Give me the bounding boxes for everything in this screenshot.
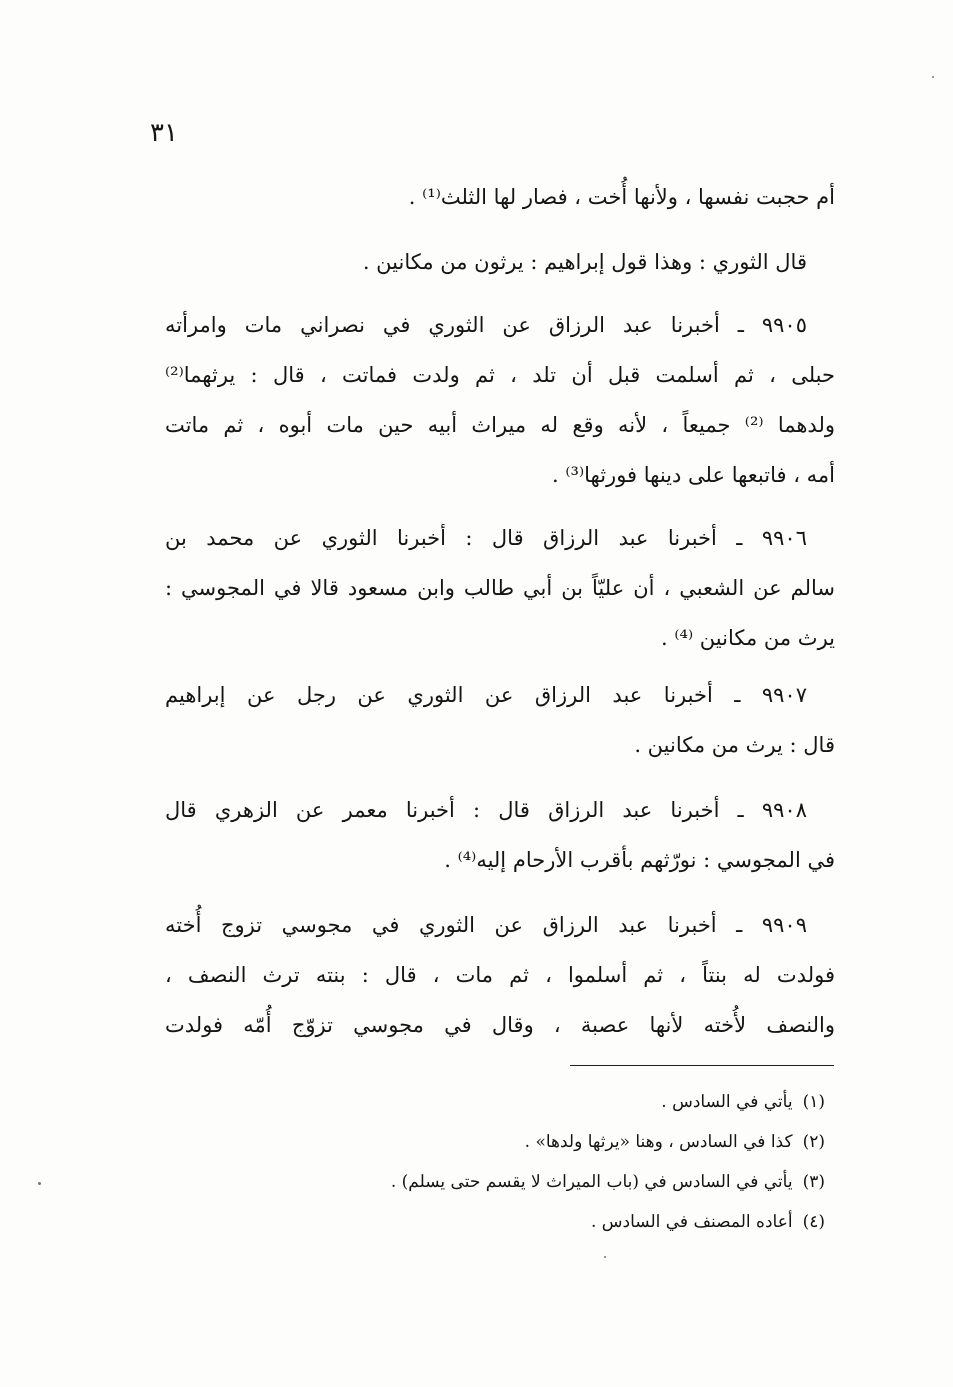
text-line: حبلى ، ثم أسلمت قبل أن تلد ، ثم ولدت فماتت ، قال : يرثهما⁽²⁾ bbox=[165, 363, 836, 387]
footnote-separator bbox=[570, 1065, 834, 1066]
text-line: يرث من مكانين ⁽⁴⁾ . bbox=[661, 626, 835, 650]
text-line: ٩٩٠٦ ـ أخبرنا عبد الرزاق قال : أخبرنا الثوري عن محمد بن bbox=[165, 526, 807, 550]
footnote-text: كذا في السادس ، وهنا «يرثها ولدها» . bbox=[524, 1132, 793, 1152]
hadith-9905 bbox=[165, 300, 835, 500]
footnote-number: (٢) bbox=[802, 1132, 825, 1152]
text-line: سالم عن الشعبي ، أن عليّاً بن أبي طالب وابن مسعود قالا في المجوسي : bbox=[165, 576, 835, 600]
footnote-text: أعاده المصنف في السادس . bbox=[590, 1212, 793, 1232]
footnote-number: (٤) bbox=[802, 1212, 825, 1232]
footnote-1 bbox=[391, 1082, 825, 1122]
footnote-number: (١) bbox=[802, 1092, 825, 1112]
hadith-9906 bbox=[165, 513, 835, 663]
scan-speck bbox=[604, 1256, 606, 1258]
paragraph-thawri bbox=[165, 237, 835, 287]
footnote-text: يأتي في السادس . bbox=[661, 1092, 793, 1112]
text-line: قال الثوري : وهذا قول إبراهيم : يرثون من مكانين . bbox=[362, 250, 807, 274]
text-line: أم حجبت نفسها ، ولأنها أُخت ، فصار لها الثلث⁽¹⁾ . bbox=[408, 185, 835, 209]
text-line: ٩٩٠٨ ـ أخبرنا عبد الرزاق قال : أخبرنا معمر عن الزهري قال bbox=[165, 798, 807, 822]
text-line: ٩٩٠٩ ـ أخبرنا عبد الرزاق عن الثوري في مجوسي تزوج أُخته bbox=[165, 913, 807, 937]
paragraph-intro bbox=[165, 172, 835, 222]
hadith-9908 bbox=[165, 785, 835, 885]
scan-speck bbox=[932, 76, 934, 78]
hadith-9909 bbox=[165, 900, 835, 1050]
footnote-3 bbox=[391, 1162, 825, 1202]
scan-speck bbox=[38, 1182, 41, 1185]
footnote-2 bbox=[391, 1122, 825, 1162]
footnote-4 bbox=[391, 1202, 825, 1242]
footnotes bbox=[391, 1082, 825, 1242]
text-line: والنصف لأُخته لأنها عصبة ، وقال في مجوسي تزوّج أُمّه فولدت bbox=[165, 1013, 835, 1037]
hadith-9907 bbox=[165, 670, 835, 770]
text-line: أمه ، فاتبعها على دينها فورثها⁽³⁾ . bbox=[552, 463, 835, 487]
text-line: ٩٩٠٥ ـ أخبرنا عبد الرزاق عن الثوري في نصراني مات وامرأته bbox=[165, 313, 807, 337]
text-line: فولدت له بنتاً ، ثم أسلموا ، ثم مات ، قال : بنته ترث النصف ، bbox=[165, 963, 835, 987]
page-number: ٣١ bbox=[150, 118, 178, 148]
footnote-text: يأتي في السادس في (باب الميراث لا يقسم حتى يسلم) . bbox=[390, 1172, 793, 1192]
text-line: ٩٩٠٧ ـ أخبرنا عبد الرزاق عن الثوري عن رجل عن إبراهيم bbox=[165, 683, 807, 707]
text-line: قال : يرث من مكانين . bbox=[634, 733, 835, 757]
footnote-number: (٣) bbox=[802, 1172, 825, 1192]
text-line: في المجوسي : نورّثهم بأقرب الأرحام إليه⁽⁴⁾ . bbox=[444, 848, 835, 872]
text-line: ولدهما ⁽²⁾ جميعاً ، لأنه وقع له ميراث أبيه حين مات أبوه ، ثم ماتت bbox=[165, 413, 835, 437]
